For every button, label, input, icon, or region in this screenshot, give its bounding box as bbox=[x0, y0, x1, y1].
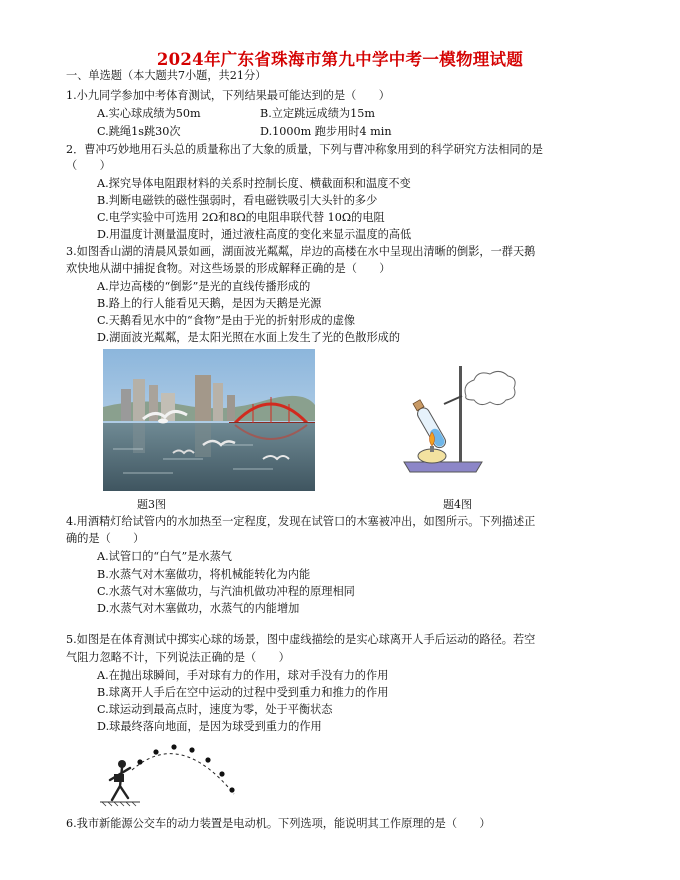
q3-stem-line1: 3.如图香山湖的清晨风景如画，湖面波光粼粼，岸边的高楼在水中呈现出清晰的倒影，一群天鹅 bbox=[66, 245, 536, 258]
q3-option-a: A.岸边高楼的“倒影”是光的直线传播形成的 bbox=[97, 280, 311, 293]
figure-3-caption: 题3图 bbox=[137, 498, 166, 511]
q2-stem-line2: （ ） bbox=[66, 159, 111, 172]
q4-option-d: D.水蒸气对木塞做功，水蒸气的内能增加 bbox=[97, 602, 300, 615]
q2-option-d: D.用温度计测量温度时，通过液柱高度的变化来显示温度的高低 bbox=[97, 228, 412, 241]
q1-option-d: D.1000m 跑步用时4 min bbox=[260, 125, 392, 138]
exam-title: 2024年广东省珠海市第九中学中考一模物理试题 bbox=[156, 50, 524, 69]
q1-stem: 1.小九同学参加中考体育测试，下列结果最可能达到的是（ ） bbox=[66, 89, 390, 102]
q5-stem-line1: 5.如图是在体育测试中掷实心球的场景，图中虚线描绘的是实心球离开人手后运动的路径。若空 bbox=[66, 633, 536, 646]
q1-option-c: C.跳绳1s跳30次 bbox=[97, 125, 181, 138]
lake-photo-figure bbox=[103, 349, 315, 491]
q5-option-a: A.在抛出球瞬间，手对球有力的作用，球对手没有力的作用 bbox=[97, 669, 389, 682]
q4-stem-line2: 确的是（ ） bbox=[66, 532, 145, 545]
q2-option-b: B.判断电磁铁的磁性强弱时，看电磁铁吸引大头针的多少 bbox=[97, 194, 378, 207]
q2-stem-line1: 2．曹冲巧妙地用石头总的质量称出了大象的质量，下列与曹冲称象用到的科学研究方法相同的是 bbox=[66, 143, 543, 156]
q5-stem-line2: 气阻力忽略不计，下列说法正确的是（ ） bbox=[66, 651, 290, 664]
shot-put-trajectory-figure bbox=[100, 734, 250, 810]
q3-option-c: C.天鹅看见水中的“食物”是由于光的折射形成的虚像 bbox=[97, 314, 356, 327]
q6-stem: 6.我市新能源公交车的动力装置是电动机。下列选项，能说明其工作原理的是（ ） bbox=[66, 817, 491, 830]
q2-option-a: A.探究导体电阻跟材料的关系时控制长度、横截面积和温度不变 bbox=[97, 177, 411, 190]
q4-option-b: B.水蒸气对木塞做功，将机械能转化为内能 bbox=[97, 568, 311, 581]
q3-stem-line2: 欢快地从湖中捕捉食物。对这些场景的形成解释正确的是（ ） bbox=[66, 262, 391, 275]
q5-option-b: B.球离开人手后在空中运动的过程中受到重力和推力的作用 bbox=[97, 686, 389, 699]
q2-option-c: C.电学实验中可选用 2Ω和8Ω的电阻串联代替 10Ω的电阻 bbox=[97, 211, 385, 224]
q4-option-a: A.试管口的“白气”是水蒸气 bbox=[97, 550, 232, 563]
q4-stem-line1: 4.用酒精灯给试管内的水加热至一定程度，发现在试管口的木塞被冲出，如图所示。下列描述正 bbox=[66, 515, 536, 528]
q3-option-b: B.路上的行人能看见天鹅，是因为天鹅是光源 bbox=[97, 297, 322, 310]
figure-4-caption: 题4图 bbox=[443, 498, 472, 511]
q1-option-b: B.立定跳远成绩为15m bbox=[260, 107, 375, 120]
q1-option-a: A.实心球成绩为50m bbox=[97, 107, 201, 120]
q5-option-c: C.球运动到最高点时，速度为零，处于平衡状态 bbox=[97, 703, 333, 716]
q3-option-d: D.湖面波光粼粼，是太阳光照在水面上发生了光的色散形成的 bbox=[97, 331, 401, 344]
test-tube-apparatus-figure bbox=[396, 366, 520, 476]
q4-option-c: C.水蒸气对木塞做功，与汽油机做功冲程的原理相同 bbox=[97, 585, 355, 598]
section-heading: 一、单选题（本大题共7小题，共21分） bbox=[66, 69, 267, 82]
q5-option-d: D.球最终落向地面，是因为球受到重力的作用 bbox=[97, 720, 322, 733]
